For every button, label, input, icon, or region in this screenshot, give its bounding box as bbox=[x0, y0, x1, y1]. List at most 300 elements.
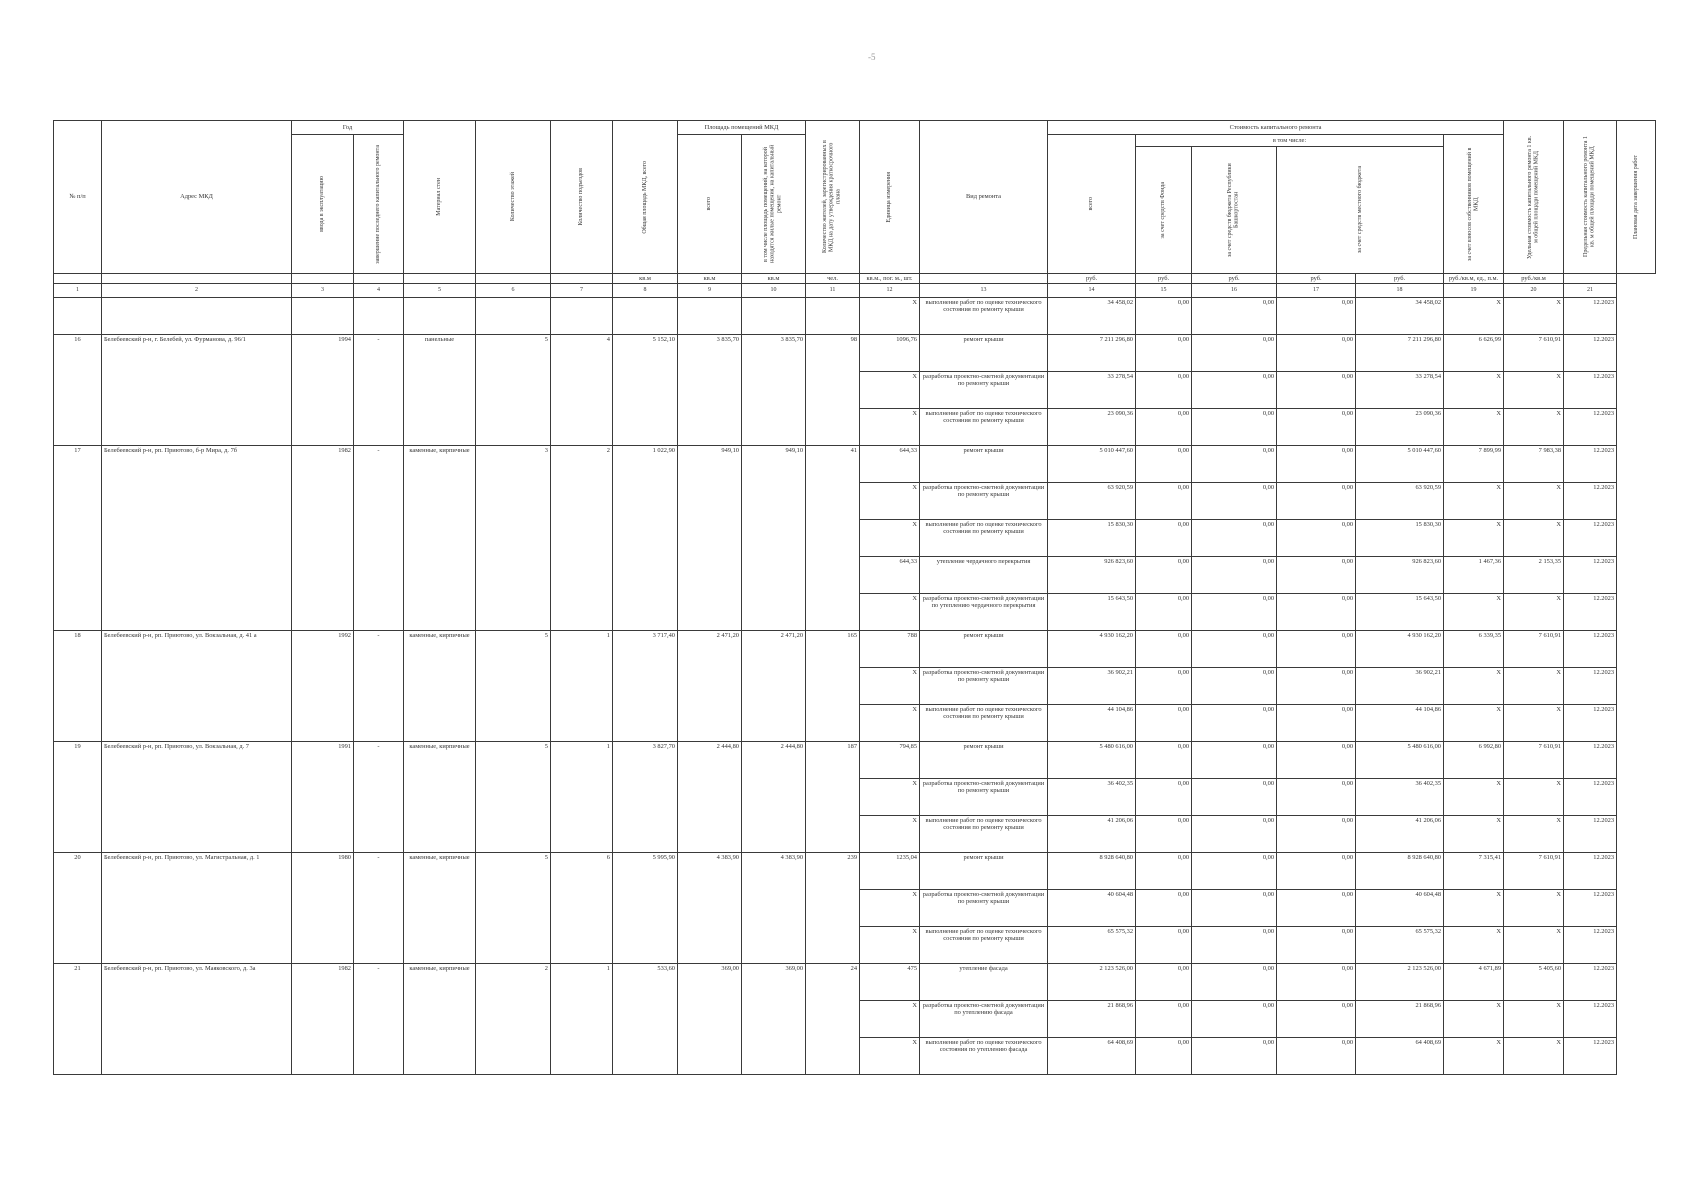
cell-year-built: 1991 bbox=[292, 742, 354, 853]
cell-n: 19 bbox=[54, 742, 102, 853]
cell-quantity: X bbox=[860, 816, 920, 853]
column-numbers-row bbox=[54, 284, 1656, 298]
cell-work-type: ремонт крыши bbox=[920, 853, 1048, 890]
cell-cost-total: 63 920,59 bbox=[1048, 483, 1136, 520]
cell-quantity: 1235,04 bbox=[860, 853, 920, 890]
cell-quantity: X bbox=[860, 927, 920, 964]
cell-floors: 5 bbox=[476, 335, 551, 446]
column-number: 2 bbox=[102, 284, 292, 298]
cell-cost-fund: 0,00 bbox=[1136, 890, 1192, 927]
unit-16: руб. bbox=[1192, 274, 1277, 284]
cell-year-last-repair: - bbox=[354, 446, 404, 631]
cell-quantity: X bbox=[860, 483, 920, 520]
cell-planned-date: 12.2023 bbox=[1564, 372, 1617, 409]
table-row bbox=[54, 853, 1656, 890]
cell-cost-total: 8 928 640,80 bbox=[1048, 853, 1136, 890]
table-row bbox=[54, 742, 1656, 779]
cell-unit-cost: X bbox=[1444, 483, 1504, 520]
cell-premises-residential: 2 444,80 bbox=[742, 742, 806, 853]
cell-cost-rb: 0,00 bbox=[1192, 446, 1277, 483]
col-year-group-header: Год bbox=[292, 121, 404, 135]
table-row bbox=[54, 964, 1656, 1001]
unit-10: кв.м bbox=[742, 274, 806, 284]
unit-8: кв.м bbox=[613, 274, 678, 284]
cell-cost-fund: 0,00 bbox=[1136, 705, 1192, 742]
column-number: 7 bbox=[551, 284, 613, 298]
cell-cost-owners: 15 830,30 bbox=[1356, 520, 1444, 557]
cell-limit-cost: 7 610,91 bbox=[1504, 335, 1564, 372]
cell-quantity: 788 bbox=[860, 631, 920, 668]
cell-limit-cost: 7 983,38 bbox=[1504, 446, 1564, 483]
cell-premises-total: 2 471,20 bbox=[678, 631, 742, 742]
cell-unit-cost: X bbox=[1444, 1001, 1504, 1038]
cell-total-area: 5 152,10 bbox=[613, 335, 678, 446]
col-unit-cost-header: Удельная стоимость капитального ремонта 1 кв. м общей площади помещений МКД bbox=[1504, 121, 1564, 274]
cell-work-type: выполнение работ по оценке технического состояния по ремонту крыши bbox=[920, 298, 1048, 335]
col-limit-cost-header: Предельная стоимость капитального ремонта 1 кв. м общей площади помещений МКД bbox=[1564, 121, 1617, 274]
column-number: 19 bbox=[1444, 284, 1504, 298]
units-row bbox=[54, 274, 1656, 284]
cell-year-built: 1982 bbox=[292, 446, 354, 631]
cell-premises-residential: 369,00 bbox=[742, 964, 806, 1075]
cell-residents bbox=[806, 298, 860, 335]
cell-wall-material: каменные, кирпичные bbox=[404, 964, 476, 1075]
column-number: 16 bbox=[1192, 284, 1277, 298]
cell-cost-local: 0,00 bbox=[1277, 298, 1356, 335]
cell-cost-fund: 0,00 bbox=[1136, 779, 1192, 816]
table-row bbox=[54, 446, 1656, 483]
col-total-area-header: Общая площадь МКД, всего bbox=[613, 121, 678, 274]
cell-premises-total: 3 835,70 bbox=[678, 335, 742, 446]
cell-floors: 3 bbox=[476, 446, 551, 631]
cell-wall-material: каменные, кирпичные bbox=[404, 446, 476, 631]
cell-cost-local: 0,00 bbox=[1277, 890, 1356, 927]
cell-limit-cost: X bbox=[1504, 1038, 1564, 1075]
cell-work-type: разработка проектно-сметной документации по ремонту крыши bbox=[920, 779, 1048, 816]
cell-address: Белебеевский р-н, рп. Приютово, ул. Маяковского, д. 3а bbox=[102, 964, 292, 1075]
column-number: 17 bbox=[1277, 284, 1356, 298]
cell-cost-local: 0,00 bbox=[1277, 372, 1356, 409]
cell-unit-cost: X bbox=[1444, 779, 1504, 816]
col-premises-group-header: Площадь помещений МКД bbox=[678, 121, 806, 135]
cell-cost-rb: 0,00 bbox=[1192, 631, 1277, 668]
column-number: 9 bbox=[678, 284, 742, 298]
cell-cost-local: 0,00 bbox=[1277, 668, 1356, 705]
cell-cost-local: 0,00 bbox=[1277, 446, 1356, 483]
cell-cost-total: 926 823,60 bbox=[1048, 557, 1136, 594]
cell-cost-owners: 63 920,59 bbox=[1356, 483, 1444, 520]
unit-17: руб. bbox=[1277, 274, 1356, 284]
cell-total-area: 533,60 bbox=[613, 964, 678, 1075]
cell-limit-cost: X bbox=[1504, 483, 1564, 520]
page-mark: -5 bbox=[868, 52, 876, 62]
cell-cost-total: 5 010 447,60 bbox=[1048, 446, 1136, 483]
cell-entrances: 1 bbox=[551, 631, 613, 742]
cell-cost-owners: 15 643,50 bbox=[1356, 594, 1444, 631]
col-residents-header: Количество жителей, зарегистрированных в МКД на дату утверждения краткосрочного плана bbox=[806, 121, 860, 274]
cell-unit-cost: 4 671,89 bbox=[1444, 964, 1504, 1001]
cell-cost-total: 33 278,54 bbox=[1048, 372, 1136, 409]
cell-cost-local: 0,00 bbox=[1277, 520, 1356, 557]
cell-cost-local: 0,00 bbox=[1277, 705, 1356, 742]
cell-quantity: 1096,76 bbox=[860, 335, 920, 372]
cell-n: 21 bbox=[54, 964, 102, 1075]
cell-total-area: 3 827,70 bbox=[613, 742, 678, 853]
cell-cost-fund: 0,00 bbox=[1136, 1001, 1192, 1038]
cell-quantity: X bbox=[860, 409, 920, 446]
cell-unit-cost: X bbox=[1444, 1038, 1504, 1075]
cell-cost-owners: 65 575,32 bbox=[1356, 927, 1444, 964]
cell-cost-rb: 0,00 bbox=[1192, 298, 1277, 335]
cell-quantity: 644,33 bbox=[860, 557, 920, 594]
cell-planned-date: 12.2023 bbox=[1564, 483, 1617, 520]
table-header bbox=[54, 121, 1656, 298]
cell-unit-cost: X bbox=[1444, 594, 1504, 631]
cell-planned-date: 12.2023 bbox=[1564, 631, 1617, 668]
cell-wall-material: каменные, кирпичные bbox=[404, 631, 476, 742]
cell-year-last-repair: - bbox=[354, 853, 404, 964]
cell-planned-date: 12.2023 bbox=[1564, 557, 1617, 594]
cell-planned-date: 12.2023 bbox=[1564, 779, 1617, 816]
cell-cost-fund: 0,00 bbox=[1136, 372, 1192, 409]
col-premises-total-header: всего bbox=[678, 135, 742, 274]
cell-entrances: 1 bbox=[551, 742, 613, 853]
cell-planned-date: 12.2023 bbox=[1564, 520, 1617, 557]
cell-cost-total: 23 090,36 bbox=[1048, 409, 1136, 446]
cell-year-built: 1992 bbox=[292, 631, 354, 742]
cell-year-built: 1994 bbox=[292, 335, 354, 446]
column-number: 1 bbox=[54, 284, 102, 298]
cell-cost-rb: 0,00 bbox=[1192, 483, 1277, 520]
cell-cost-owners: 41 206,06 bbox=[1356, 816, 1444, 853]
cell-planned-date: 12.2023 bbox=[1564, 853, 1617, 890]
cell-year-built: 1980 bbox=[292, 853, 354, 964]
cell-cost-fund: 0,00 bbox=[1136, 446, 1192, 483]
cell-wall-material: панельные bbox=[404, 335, 476, 446]
cell-cost-owners: 40 604,48 bbox=[1356, 890, 1444, 927]
cell-cost-owners: 64 408,69 bbox=[1356, 1038, 1444, 1075]
cell-planned-date: 12.2023 bbox=[1564, 594, 1617, 631]
cell-cost-local: 0,00 bbox=[1277, 964, 1356, 1001]
cell-planned-date: 12.2023 bbox=[1564, 705, 1617, 742]
cell-quantity: 475 bbox=[860, 964, 920, 1001]
cell-cost-fund: 0,00 bbox=[1136, 853, 1192, 890]
cell-planned-date: 12.2023 bbox=[1564, 668, 1617, 705]
cell-quantity: X bbox=[860, 890, 920, 927]
cell-quantity: X bbox=[860, 594, 920, 631]
cell-address: Белебеевский р-н, рп. Приютово, ул. Вокзальная, д. 41 а bbox=[102, 631, 292, 742]
cell-cost-fund: 0,00 bbox=[1136, 520, 1192, 557]
cell-entrances: 6 bbox=[551, 853, 613, 964]
cell-premises-residential: 3 835,70 bbox=[742, 335, 806, 446]
cell-limit-cost: X bbox=[1504, 927, 1564, 964]
cell-limit-cost: X bbox=[1504, 520, 1564, 557]
column-number: 8 bbox=[613, 284, 678, 298]
cell-premises-total: 369,00 bbox=[678, 964, 742, 1075]
cell-planned-date: 12.2023 bbox=[1564, 298, 1617, 335]
cell-cost-rb: 0,00 bbox=[1192, 520, 1277, 557]
cell-residents: 24 bbox=[806, 964, 860, 1075]
cell-planned-date: 12.2023 bbox=[1564, 335, 1617, 372]
cell-year-last-repair: - bbox=[354, 631, 404, 742]
cell-cost-rb: 0,00 bbox=[1192, 409, 1277, 446]
cell-limit-cost: X bbox=[1504, 890, 1564, 927]
unit-14: руб. bbox=[1048, 274, 1136, 284]
cell-work-type: разработка проектно-сметной документации по утеплению фасада bbox=[920, 1001, 1048, 1038]
cell-unit-cost: 6 626,99 bbox=[1444, 335, 1504, 372]
cell-cost-owners: 44 104,86 bbox=[1356, 705, 1444, 742]
cell-cost-fund: 0,00 bbox=[1136, 298, 1192, 335]
cell-cost-total: 64 408,69 bbox=[1048, 1038, 1136, 1075]
cell-cost-local: 0,00 bbox=[1277, 927, 1356, 964]
cell-limit-cost: X bbox=[1504, 594, 1564, 631]
repair-plan-sheet bbox=[53, 120, 1656, 1075]
cell-unit-cost: X bbox=[1444, 409, 1504, 446]
cell-unit-cost: X bbox=[1444, 520, 1504, 557]
unit-12: кв.м., пог. м., шт. bbox=[860, 274, 920, 284]
column-number: 4 bbox=[354, 284, 404, 298]
column-number: 10 bbox=[742, 284, 806, 298]
cell-work-type: разработка проектно-сметной документации по ремонту крыши bbox=[920, 890, 1048, 927]
cell-cost-owners: 5 480 616,00 bbox=[1356, 742, 1444, 779]
cell-cost-local: 0,00 bbox=[1277, 557, 1356, 594]
cell-n: 17 bbox=[54, 446, 102, 631]
col-floors-header: Количество этажей bbox=[476, 121, 551, 274]
cell-cost-total: 2 123 526,00 bbox=[1048, 964, 1136, 1001]
cell-limit-cost: X bbox=[1504, 779, 1564, 816]
cell-n: 16 bbox=[54, 335, 102, 446]
col-cost-fund-header: за счет средств Фонда bbox=[1136, 147, 1192, 274]
cell-cost-local: 0,00 bbox=[1277, 483, 1356, 520]
cell-unit-cost: X bbox=[1444, 298, 1504, 335]
cell-premises-residential bbox=[742, 298, 806, 335]
cell-cost-local: 0,00 bbox=[1277, 631, 1356, 668]
cell-cost-rb: 0,00 bbox=[1192, 372, 1277, 409]
cell-quantity: X bbox=[860, 668, 920, 705]
cell-cost-fund: 0,00 bbox=[1136, 631, 1192, 668]
cell-cost-total: 36 402,35 bbox=[1048, 779, 1136, 816]
cell-cost-local: 0,00 bbox=[1277, 779, 1356, 816]
cell-residents: 187 bbox=[806, 742, 860, 853]
cell-entrances: 2 bbox=[551, 446, 613, 631]
col-premises-residential-header: в том числе площадь помещений, на которой находятся жилые помещения, на капитальный ремонт bbox=[742, 135, 806, 274]
cell-cost-fund: 0,00 bbox=[1136, 409, 1192, 446]
table-row bbox=[54, 335, 1656, 372]
column-number: 6 bbox=[476, 284, 551, 298]
cell-cost-fund: 0,00 bbox=[1136, 483, 1192, 520]
cell-cost-local: 0,00 bbox=[1277, 816, 1356, 853]
cell-work-type: разработка проектно-сметной документации по ремонту крыши bbox=[920, 372, 1048, 409]
cell-cost-total: 40 604,48 bbox=[1048, 890, 1136, 927]
cell-cost-owners: 8 928 640,80 bbox=[1356, 853, 1444, 890]
cell-cost-total: 15 643,50 bbox=[1048, 594, 1136, 631]
cell-total-area bbox=[613, 298, 678, 335]
cell-cost-owners: 7 211 296,80 bbox=[1356, 335, 1444, 372]
unit-20: руб./кв.м bbox=[1504, 274, 1564, 284]
cell-planned-date: 12.2023 bbox=[1564, 927, 1617, 964]
cell-quantity: X bbox=[860, 298, 920, 335]
cell-work-type: выполнение работ по оценке технического состояния по ремонту крыши bbox=[920, 705, 1048, 742]
cell-cost-local: 0,00 bbox=[1277, 1001, 1356, 1038]
cell-n bbox=[54, 298, 102, 335]
cell-planned-date: 12.2023 bbox=[1564, 742, 1617, 779]
col-planned-date-header: Плановая дата завершения работ bbox=[1617, 121, 1656, 274]
cell-planned-date: 12.2023 bbox=[1564, 1001, 1617, 1038]
cell-premises-residential: 949,10 bbox=[742, 446, 806, 631]
col-cost-group-header: Стоимость капитального ремонта bbox=[1048, 121, 1504, 135]
cell-cost-rb: 0,00 bbox=[1192, 816, 1277, 853]
cell-limit-cost: 7 610,91 bbox=[1504, 742, 1564, 779]
cell-total-area: 3 717,40 bbox=[613, 631, 678, 742]
cell-limit-cost: X bbox=[1504, 409, 1564, 446]
cell-cost-rb: 0,00 bbox=[1192, 705, 1277, 742]
col-wall-material-header: Материал стен bbox=[404, 121, 476, 274]
cell-planned-date: 12.2023 bbox=[1564, 409, 1617, 446]
cell-limit-cost: 7 610,91 bbox=[1504, 631, 1564, 668]
col-cost-incl-header: в том числе: bbox=[1136, 135, 1444, 147]
cell-cost-rb: 0,00 bbox=[1192, 557, 1277, 594]
column-number: 11 bbox=[806, 284, 860, 298]
cell-quantity: X bbox=[860, 1038, 920, 1075]
cell-unit-cost: 7 899,99 bbox=[1444, 446, 1504, 483]
column-number: 5 bbox=[404, 284, 476, 298]
cell-address: Белебеевский р-н, рп. Приютово, ул. Вокзальная, д. 7 bbox=[102, 742, 292, 853]
cell-wall-material: каменные, кирпичные bbox=[404, 853, 476, 964]
cell-residents: 98 bbox=[806, 335, 860, 446]
cell-cost-local: 0,00 bbox=[1277, 853, 1356, 890]
cell-cost-rb: 0,00 bbox=[1192, 779, 1277, 816]
cell-work-type: разработка проектно-сметной документации по ремонту крыши bbox=[920, 483, 1048, 520]
cell-premises-residential: 4 383,90 bbox=[742, 853, 806, 964]
table-row bbox=[54, 298, 1656, 335]
column-number: 20 bbox=[1504, 284, 1564, 298]
cell-cost-rb: 0,00 bbox=[1192, 594, 1277, 631]
cell-cost-local: 0,00 bbox=[1277, 1038, 1356, 1075]
cell-unit-cost: 1 467,36 bbox=[1444, 557, 1504, 594]
cell-address: Белебеевский р-н, рп. Приютово, б-р Мира, д. 7б bbox=[102, 446, 292, 631]
cell-premises-total: 949,10 bbox=[678, 446, 742, 631]
cell-entrances: 4 bbox=[551, 335, 613, 446]
cell-unit-cost: X bbox=[1444, 705, 1504, 742]
column-number: 21 bbox=[1564, 284, 1617, 298]
cell-floors: 2 bbox=[476, 964, 551, 1075]
cell-quantity: 644,33 bbox=[860, 446, 920, 483]
cell-cost-fund: 0,00 bbox=[1136, 742, 1192, 779]
cell-cost-total: 4 930 162,20 bbox=[1048, 631, 1136, 668]
cell-unit-cost: X bbox=[1444, 668, 1504, 705]
column-number: 15 bbox=[1136, 284, 1192, 298]
cell-work-type: выполнение работ по оценке технического состояния по ремонту крыши bbox=[920, 520, 1048, 557]
cell-cost-owners: 21 868,96 bbox=[1356, 1001, 1444, 1038]
col-cost-total-header: всего bbox=[1048, 135, 1136, 274]
col-n-header: № п/п bbox=[54, 121, 102, 274]
cell-cost-total: 34 458,02 bbox=[1048, 298, 1136, 335]
cell-work-type: выполнение работ по оценке технического состояния по ремонту крыши bbox=[920, 409, 1048, 446]
col-unit-measure-header: Единица измерения bbox=[860, 121, 920, 274]
cell-unit-cost: X bbox=[1444, 890, 1504, 927]
repair-plan-table bbox=[53, 120, 1656, 1075]
cell-unit-cost: 6 992,80 bbox=[1444, 742, 1504, 779]
cell-cost-fund: 0,00 bbox=[1136, 1038, 1192, 1075]
cell-cost-total: 21 868,96 bbox=[1048, 1001, 1136, 1038]
cell-year-built: 1982 bbox=[292, 964, 354, 1075]
cell-wall-material: каменные, кирпичные bbox=[404, 742, 476, 853]
cell-floors: 5 bbox=[476, 631, 551, 742]
col-cost-local-header: за счет средств местного бюджета bbox=[1277, 147, 1444, 274]
cell-work-type: утепление чердачного перекрытия bbox=[920, 557, 1048, 594]
cell-cost-owners: 926 823,60 bbox=[1356, 557, 1444, 594]
cell-limit-cost: 2 153,35 bbox=[1504, 557, 1564, 594]
cell-residents: 165 bbox=[806, 631, 860, 742]
cell-limit-cost: X bbox=[1504, 668, 1564, 705]
cell-cost-fund: 0,00 bbox=[1136, 335, 1192, 372]
cell-planned-date: 12.2023 bbox=[1564, 890, 1617, 927]
col-address-header: Адрес МКД bbox=[102, 121, 292, 274]
cell-limit-cost: 7 610,91 bbox=[1504, 853, 1564, 890]
cell-cost-fund: 0,00 bbox=[1136, 816, 1192, 853]
cell-year-last-repair: - bbox=[354, 742, 404, 853]
cell-planned-date: 12.2023 bbox=[1564, 964, 1617, 1001]
cell-work-type: ремонт крыши bbox=[920, 631, 1048, 668]
cell-cost-local: 0,00 bbox=[1277, 335, 1356, 372]
cell-cost-owners: 33 278,54 bbox=[1356, 372, 1444, 409]
cell-year-last-repair: - bbox=[354, 964, 404, 1075]
table-row bbox=[54, 631, 1656, 668]
unit-19: руб./кв.м, ед., п.м. bbox=[1444, 274, 1504, 284]
cell-address bbox=[102, 298, 292, 335]
cell-cost-total: 44 104,86 bbox=[1048, 705, 1136, 742]
unit-9: кв.м bbox=[678, 274, 742, 284]
cell-quantity: X bbox=[860, 372, 920, 409]
cell-work-type: утепление фасада bbox=[920, 964, 1048, 1001]
cell-cost-local: 0,00 bbox=[1277, 742, 1356, 779]
cell-limit-cost: X bbox=[1504, 372, 1564, 409]
cell-unit-cost: X bbox=[1444, 816, 1504, 853]
cell-address: Белебеевский р-н, рп. Приютово, ул. Магистральная, д. 1 bbox=[102, 853, 292, 964]
cell-cost-rb: 0,00 bbox=[1192, 964, 1277, 1001]
cell-cost-owners: 23 090,36 bbox=[1356, 409, 1444, 446]
cell-cost-local: 0,00 bbox=[1277, 409, 1356, 446]
unit-18: руб. bbox=[1356, 274, 1444, 284]
cell-floors: 5 bbox=[476, 853, 551, 964]
col-entrances-header: Количество подъездов bbox=[551, 121, 613, 274]
table-body bbox=[54, 298, 1656, 1075]
cell-address: Белебеевский р-н, г. Белебей, ул. Фурманова, д. 96/1 bbox=[102, 335, 292, 446]
col-cost-rb-header: за счет средств бюджета Республики Башкортостан bbox=[1192, 147, 1277, 274]
cell-limit-cost: X bbox=[1504, 816, 1564, 853]
cell-work-type: ремонт крыши bbox=[920, 446, 1048, 483]
cell-total-area: 5 995,90 bbox=[613, 853, 678, 964]
cell-cost-local: 0,00 bbox=[1277, 594, 1356, 631]
cell-cost-rb: 0,00 bbox=[1192, 742, 1277, 779]
cell-cost-fund: 0,00 bbox=[1136, 594, 1192, 631]
cell-quantity: X bbox=[860, 779, 920, 816]
cell-work-type: разработка проектно-сметной документации по ремонту крыши bbox=[920, 668, 1048, 705]
cell-residents: 239 bbox=[806, 853, 860, 964]
cell-limit-cost: X bbox=[1504, 1001, 1564, 1038]
column-number: 3 bbox=[292, 284, 354, 298]
cell-cost-rb: 0,00 bbox=[1192, 890, 1277, 927]
cell-cost-rb: 0,00 bbox=[1192, 927, 1277, 964]
cell-limit-cost: X bbox=[1504, 298, 1564, 335]
cell-cost-total: 41 206,06 bbox=[1048, 816, 1136, 853]
cell-unit-cost: 6 339,35 bbox=[1444, 631, 1504, 668]
cell-limit-cost: 5 405,60 bbox=[1504, 964, 1564, 1001]
cell-wall-material bbox=[404, 298, 476, 335]
cell-cost-owners: 34 458,02 bbox=[1356, 298, 1444, 335]
cell-cost-rb: 0,00 bbox=[1192, 1001, 1277, 1038]
col-year-last-repair-header: завершение последнего капитального ремонта bbox=[354, 135, 404, 274]
